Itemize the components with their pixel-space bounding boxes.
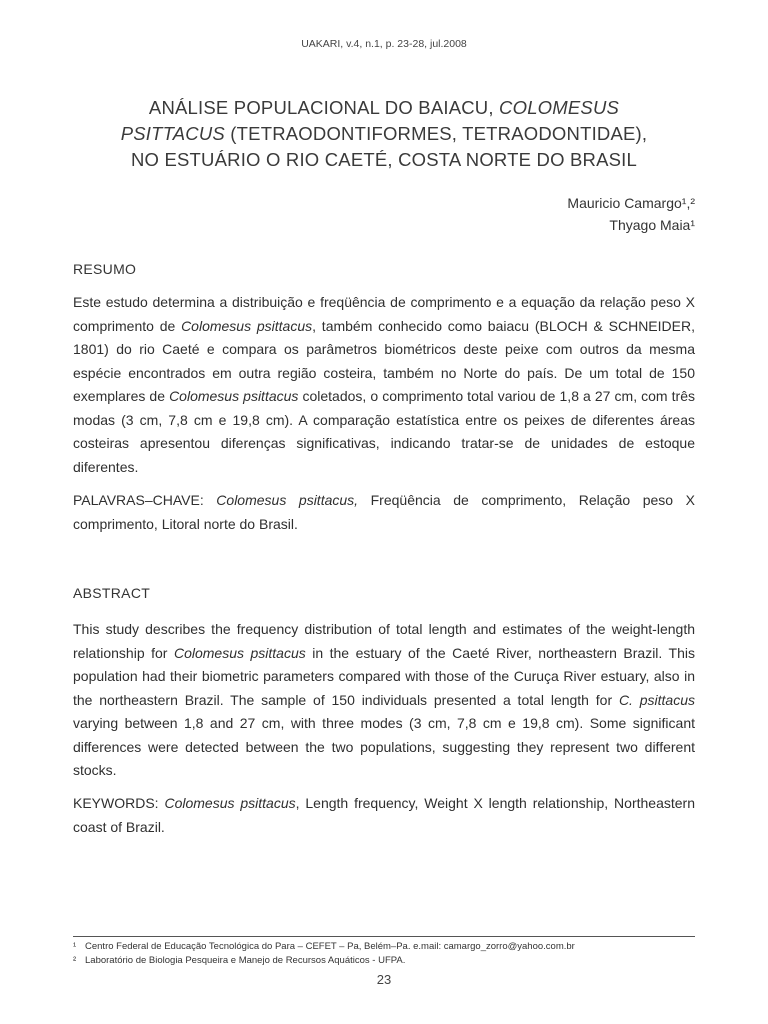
title-species-epithet: PSITTACUS: [120, 123, 225, 144]
resumo-text: coletados, o comprimento total variou de 1,8 a 27 cm, com três modas (3 cm, 7,8 cm e 19,8 cm). A comparação estatística entre os peixes de diferentes áreas costeiras apresentou diferenças significativas, indicando tratar-se de unidades de estoque diferentes.: [73, 388, 695, 475]
keywords: [73, 792, 695, 839]
author-list: [567, 192, 695, 236]
species-name: Colomesus psittacus: [164, 795, 296, 811]
footnote-text: Laboratório de Biologia Pesqueira e Manejo de Recursos Aquáticos - UFPA.: [85, 955, 406, 966]
species-name: Colomesus psittacus: [169, 388, 299, 404]
footnote-mark: ²: [73, 955, 77, 966]
title-text: (TETRAODONTIFORMES, TETRAODONTIDAE),: [224, 123, 648, 144]
species-name: Colomesus psittacus: [181, 317, 313, 334]
title-species-genus: COLOMESUS: [499, 97, 620, 118]
author-2: Thyago Maia¹: [609, 217, 695, 233]
article-title: [90, 95, 678, 173]
keywords-label: KEYWORDS:: [73, 795, 165, 811]
footnote-divider: [73, 936, 695, 937]
author-1: Mauricio Camargo¹,²: [567, 195, 695, 211]
species-name: Colomesus psittacus: [173, 644, 306, 661]
abstract-text: This study describes the frequency distribution of total length and estimates of the weight-length relationship for: [73, 621, 695, 661]
species-name: Colomesus psittacus,: [216, 492, 359, 508]
page-number: 23: [376, 972, 392, 987]
resumo-text: , também conhecido como baiacu (BLOCH & SCHNEIDER, 1801) do rio Caeté e compara os parâmetros biométricos deste peixe com outros da mesma espécie encontrados em outra região costeira, também no Norte do país. De um total de 150 exemplares de: [73, 317, 695, 404]
running-header: UAKARI, v.4, n.1, p. 23-28, jul.2008: [301, 38, 467, 50]
abstract-text: varying between 1,8 and 27 cm, with three modes (3 cm, 7,8 cm e 19,8 cm). Some significant differences were detected between the two populations, suggesting they represent two different stocks.: [73, 715, 695, 778]
keywords-text: , Length frequency, Weight X length relationship, Northeastern coast of Brazil.: [73, 795, 695, 835]
abstract-text: in the estuary of the Caeté River, northeastern Brazil. This population had their biometric parameters compared with those of the Curuça River estuary, also in the northeastern Brazil. The sample of 150 individuals presented a total length for: [73, 644, 695, 708]
palavras-chave: [73, 489, 695, 536]
abstract-heading: ABSTRACT: [73, 585, 151, 601]
title-text: ANÁLISE POPULACIONAL DO BAIACU,: [148, 97, 500, 118]
footnote-text: Centro Federal de Educação Tecnológica do Para – CEFET – Pa, Belém–Pa. e.mail: camargo_zorro@yahoo.com.br: [85, 941, 575, 952]
footnote-2: [73, 954, 695, 968]
title-line-1: [90, 95, 678, 121]
footnote-1: [73, 940, 695, 954]
resumo-paragraph: [73, 291, 695, 479]
abstract-paragraph: [73, 618, 695, 783]
resumo-heading: RESUMO: [73, 261, 137, 277]
species-name: C. psittacus: [618, 691, 695, 708]
palavras-label: PALAVRAS–CHAVE:: [73, 492, 217, 508]
title-line-2: [90, 121, 678, 147]
resumo-text: Este estudo determina a distribuição e freqüência de comprimento e a equação da relação peso X comprimento de: [73, 294, 695, 334]
footnotes: [73, 940, 695, 968]
title-line-3: NO ESTUÁRIO O RIO CAETÉ, COSTA NORTE DO BRASIL: [130, 149, 638, 170]
footnote-mark: ¹: [73, 941, 77, 952]
palavras-text: Freqüência de comprimento, Relação peso X comprimento, Litoral norte do Brasil.: [73, 492, 695, 532]
